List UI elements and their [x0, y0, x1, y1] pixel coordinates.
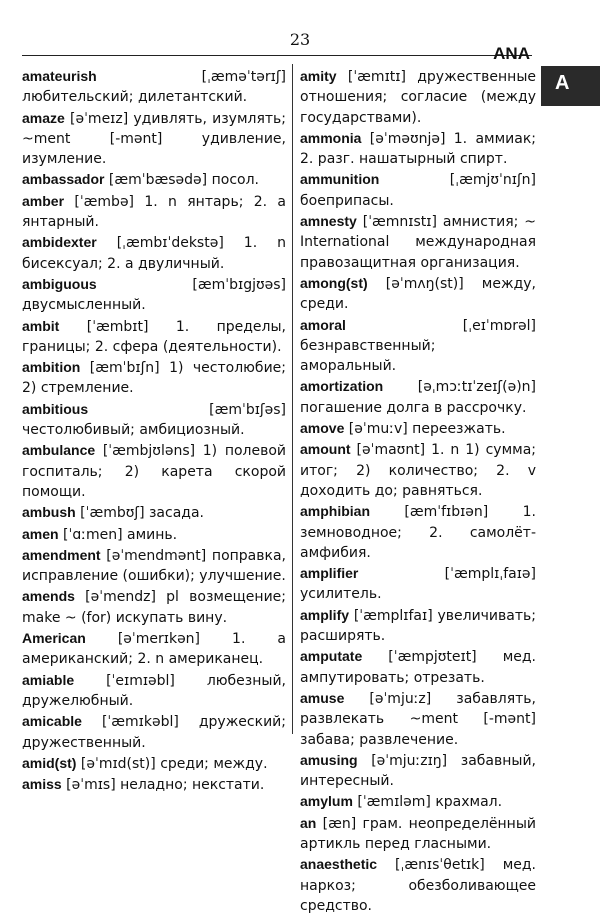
dictionary-entry: [22, 628, 286, 670]
dictionary-entry: [300, 418, 536, 439]
dictionary-entry: [22, 545, 286, 587]
entry-definition: аминь.: [126, 526, 178, 543]
entry-definition: погашение долга в рассрочку.: [300, 399, 527, 416]
dictionary-entry: [300, 211, 536, 273]
dictionary-entry: [22, 502, 286, 523]
entry-definition: амнистия; ~ International международная правозащитная организация.: [300, 214, 536, 271]
entry-transcription: [ˈæmbɪt]: [59, 318, 176, 335]
entry-headword: amaze: [22, 109, 65, 126]
dictionary-entry: [22, 753, 286, 774]
entry-transcription: [ˈæmplɪfaɪ]: [349, 607, 438, 624]
entry-transcription: [ˈæmɪkəbl]: [81, 714, 199, 731]
entry-transcription: [əˈmendmənt]: [100, 547, 212, 564]
entry-transcription: [əˈmeɪz]: [64, 110, 134, 127]
dictionary-entry: [300, 688, 536, 750]
entry-transcription: [ˈæmpjʊteɪt]: [362, 649, 503, 666]
dictionary-entry: [22, 399, 286, 441]
entry-transcription: [ˈæmɪtɪ]: [336, 69, 418, 85]
entry-definition: среди; между.: [160, 755, 268, 772]
entry-transcription: [əˈmerɪkən]: [85, 631, 233, 648]
dictionary-entry: [22, 108, 286, 170]
entry-headword: amplify: [300, 606, 350, 623]
dictionary-entry: [300, 169, 536, 211]
entry-transcription: [ˈæmɪləm]: [352, 794, 436, 811]
entry-definition: 1. a американский; 2. n американец.: [22, 631, 287, 668]
dictionary-entry: [22, 169, 286, 190]
dictionary-entry: [22, 357, 286, 399]
entry-transcription: [æmˈbɪʃn]: [80, 360, 170, 377]
entry-transcription: [ˈæmbə]: [64, 193, 145, 210]
entry-definition: переезжать.: [412, 421, 506, 438]
entry-transcription: [ˈeɪmɪəbl]: [74, 672, 207, 689]
entry-transcription: [ˈæmbʊʃ]: [75, 505, 149, 522]
entry-headword: amusing: [300, 751, 358, 768]
entry-headword: anaesthetic: [300, 856, 378, 873]
entry-definition: 1. n янтарь; 2. a янтарный.: [22, 193, 287, 231]
entry-definition: 1. n бисексуал; 2. a двуличный.: [22, 235, 286, 272]
dictionary-entry: [300, 854, 536, 916]
entry-definition: между, среди.: [300, 275, 536, 313]
entry-headword: amiss: [22, 776, 62, 793]
dictionary-entry: [300, 315, 536, 377]
entry-transcription: [əˈmendz]: [74, 589, 167, 606]
dictionary-entry: [22, 711, 286, 753]
entry-transcription: [ˈɑːmen]: [58, 526, 127, 543]
entry-transcription: [ˈæmbjʊləns]: [95, 443, 203, 460]
entry-definition: мед. ампутировать; отрезать.: [300, 649, 536, 686]
right-column: [300, 66, 536, 916]
dictionary-entry: [300, 273, 536, 315]
entry-definition: засада.: [148, 505, 204, 522]
entry-headword: amove: [300, 420, 345, 437]
entry-definition: 1) честолюбие; 2) стремление.: [22, 360, 286, 397]
dictionary-entry: [22, 524, 286, 545]
entry-definition: поправка, исправление (ошибки); улучшение.: [22, 547, 286, 585]
entry-definition: 1. n 1) сумма; итог; 2) количество; 2. v доходить до; равняться.: [300, 442, 536, 499]
entry-definition: неладно; некстати.: [120, 777, 265, 794]
entry-definition: 1) полевой госпиталь; 2) карета скорой помощи.: [22, 443, 287, 500]
page-header: [0, 0, 600, 66]
entry-definition: боеприпасы.: [300, 192, 394, 209]
entry-headword: an: [300, 814, 317, 831]
entry-transcription: [ˌæməˈtərɪʃ]: [96, 69, 286, 85]
entry-headword: amber: [22, 192, 65, 209]
dictionary-entry: [22, 316, 286, 358]
entry-definition: дружеский; дружественный.: [22, 714, 286, 751]
entry-transcription: [æmˈbɪgjʊəs]: [96, 276, 286, 293]
dictionary-entry: [300, 813, 536, 855]
entry-definition: мед. наркоз; обезболивающее средство.: [300, 857, 536, 914]
entry-definition: крахмал.: [435, 794, 503, 811]
entry-headword: amiable: [22, 671, 75, 688]
entry-transcription: [ˌeɪˈmɒrəl]: [345, 317, 536, 334]
header-rule: [22, 55, 532, 56]
entry-headword: amortization: [300, 378, 384, 395]
dictionary-entry: [300, 646, 536, 688]
entry-definition: 1. пределы, границы; 2. сфера (деятельности).: [22, 318, 286, 355]
guide-word: ANA: [493, 44, 530, 63]
entry-headword: amoral: [300, 316, 346, 333]
entry-transcription: [əˌmɔːtɪˈzeɪʃ(ə)n]: [383, 379, 536, 396]
entry-headword: amity: [300, 68, 337, 84]
entry-definition: посол.: [211, 172, 259, 189]
entry-headword: ammunition: [300, 171, 380, 188]
entry-definition: любительский; дилетантский.: [22, 89, 248, 106]
entry-definition: pl возмещение; make ~ (for) искупать вину.: [22, 589, 286, 626]
entry-headword: amendment: [22, 546, 101, 563]
page-number: 23: [289, 30, 311, 49]
entry-headword: among(st): [300, 274, 368, 291]
entry-definition: дружественные отношения; согласие (между государствами).: [300, 69, 536, 126]
entry-transcription: [əˈmjuːz]: [344, 690, 457, 707]
dictionary-entry: [22, 670, 286, 712]
dictionary-entry: [300, 750, 536, 792]
dictionary-entry: [300, 563, 536, 605]
entry-headword: amid(st): [22, 754, 77, 771]
entry-definition: грам. неопределённый артикль перед гласными.: [300, 815, 536, 852]
entry-headword: ambassador: [22, 171, 105, 188]
dictionary-entry: [22, 191, 286, 233]
dictionary-entry: [300, 605, 536, 647]
column-divider: [292, 64, 293, 734]
dictionary-entry: [22, 232, 286, 274]
entry-transcription: [əˈmɪs]: [61, 777, 121, 794]
entry-headword: ammonia: [300, 129, 362, 146]
entry-definition: любезный, дружелюбный.: [22, 672, 286, 709]
entry-transcription: [æmˈbæsədə]: [104, 172, 212, 189]
entry-definition: удивлять, изумлять; ~ment [-mənt] удивление, изумление.: [22, 110, 287, 168]
thumb-index-letter: A: [555, 72, 570, 94]
entry-definition: забавный, интересный.: [300, 752, 536, 790]
entry-headword: ambulance: [22, 442, 96, 459]
dictionary-entry: [300, 791, 536, 812]
entry-definition: честолюбивый; амбициозный.: [22, 422, 245, 439]
entry-headword: amen: [22, 525, 59, 542]
entry-definition: увеличивать; расширять.: [300, 607, 536, 645]
entry-transcription: [əˈmɪd(st)]: [76, 755, 161, 772]
dictionary-entry: [22, 66, 286, 108]
dictionary-entry: [300, 128, 536, 170]
entry-transcription: [ˌæmbɪˈdekstə]: [96, 235, 244, 252]
thumb-index-tab: [541, 66, 600, 106]
entry-headword: ambition: [22, 359, 81, 376]
entry-headword: amateurish: [22, 68, 97, 84]
entry-transcription: [ˈæmplɪˌfaɪə]: [358, 566, 536, 583]
entry-headword: amputate: [300, 648, 363, 665]
entry-headword: ambidexter: [22, 234, 97, 251]
dictionary-entry: [300, 439, 536, 501]
entry-headword: ambiguous: [22, 275, 97, 292]
entry-headword: ambitious: [22, 400, 89, 417]
entry-transcription: [əˈmaʊnt]: [350, 442, 432, 459]
entry-headword: American: [22, 630, 86, 647]
entry-definition: безнравственный; аморальный.: [300, 337, 436, 375]
dictionary-entry: [300, 66, 536, 128]
entry-headword: amicable: [22, 713, 82, 730]
dictionary-entry: [300, 376, 536, 418]
entry-transcription: [əˈmuːv]: [344, 421, 413, 438]
entry-definition: усилитель.: [300, 586, 382, 603]
entry-headword: ambit: [22, 317, 60, 334]
entry-transcription: [əˈmʌŋ(st)]: [367, 275, 482, 292]
entry-headword: amylum: [300, 793, 353, 810]
entry-headword: ambush: [22, 504, 76, 521]
entry-definition: двусмысленный.: [22, 297, 146, 314]
entry-definition: 1. аммиак; 2. разг. нашатырный спирт.: [300, 130, 536, 168]
entry-transcription: [ˌænɪsˈθetɪk]: [377, 857, 503, 874]
left-column: [22, 66, 286, 795]
entry-transcription: [æmˈfɪbɪən]: [370, 504, 523, 521]
entry-headword: amnesty: [300, 213, 357, 230]
entry-transcription: [æn]: [316, 815, 363, 832]
entry-headword: amphibian: [300, 503, 371, 520]
dictionary-entry: [22, 274, 286, 316]
entry-headword: amuse: [300, 689, 345, 706]
entry-definition: забавлять, развлекать ~ment [-mənt] забава; развлечение.: [300, 690, 536, 748]
entry-transcription: [əˈmjuːzɪŋ]: [357, 752, 461, 769]
entry-transcription: [ˌæmjʊˈnɪʃn]: [379, 172, 536, 189]
entry-definition: 1. земноводное; 2. самолёт-амфибия.: [300, 504, 536, 561]
entry-headword: amends: [22, 588, 75, 605]
dictionary-entry: [22, 774, 286, 795]
dictionary-entry: [22, 440, 286, 502]
entry-transcription: [əˈməʊnjə]: [361, 130, 454, 147]
entry-headword: amount: [300, 441, 351, 458]
entry-headword: amplifier: [300, 565, 359, 582]
entry-transcription: [æmˈbɪʃəs]: [88, 401, 286, 418]
dictionary-entry: [22, 586, 286, 628]
entry-transcription: [ˈæmnɪstɪ]: [356, 214, 443, 231]
dictionary-entry: [300, 501, 536, 563]
